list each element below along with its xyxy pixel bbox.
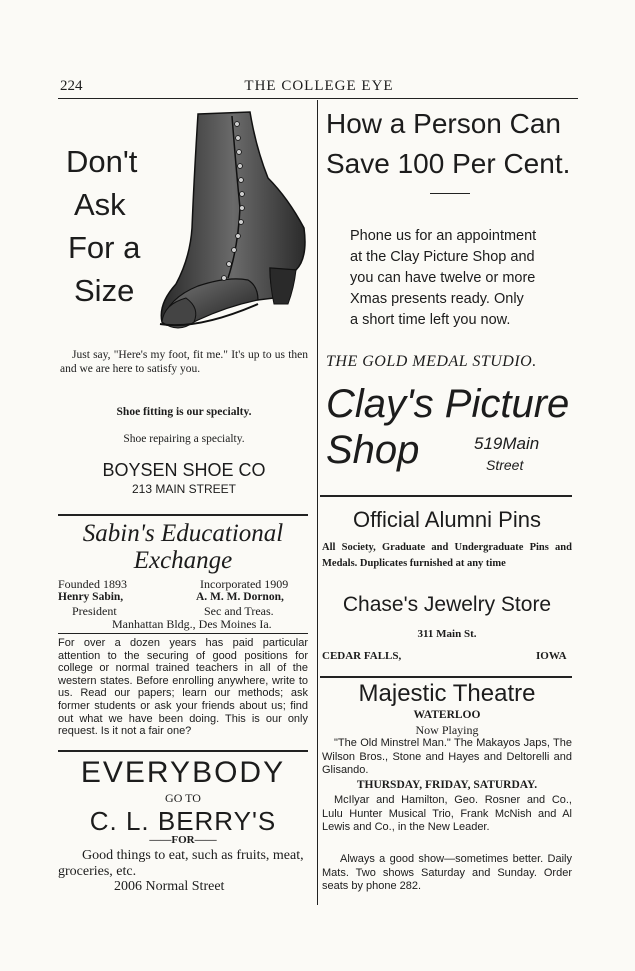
chase-state: IOWA <box>536 650 567 662</box>
chase-name: Chase's Jewelry Store <box>342 593 552 616</box>
page-header <box>60 78 578 98</box>
majestic-title: Majestic Theatre <box>358 680 536 707</box>
sabin-role-2: Sec and Treas. <box>204 604 274 618</box>
boysen-address: 213 MAIN STREET <box>131 482 237 496</box>
gold-addr-2: Street <box>486 457 524 473</box>
clay-body-line-1: Phone us for an appointment <box>350 228 537 244</box>
clay-body-line-5: a short time left you now. <box>350 312 511 328</box>
gold-studio: THE GOLD MEDAL STUDIO. <box>326 353 537 370</box>
berry-name: C. L. BERRY'S <box>89 806 277 836</box>
sabin-person-1: Henry Sabin, <box>58 591 124 603</box>
majestic-line-2: McIlyar and Hamilton, Geo. Rosner and Co., Lulu Hunter Musical Trio, Frank McNish and Al Lewis and Co., in the New Leader. <box>322 794 572 834</box>
boysen-line-2: Shoe repairing a specialty. <box>123 433 245 445</box>
column-divider <box>317 100 318 905</box>
majestic-line-1: "The Old Minstrel Man." The Makayos Japs, The Wilson Bros., Stone and Hayes and Deltorelli and Glisando. <box>322 737 572 777</box>
headline-line-2: Ask <box>74 187 126 222</box>
clay-headline-1: How a Person Can <box>326 108 562 139</box>
sabin-body: For over a dozen years has paid particular attention to the securing of good positions for college or normal trained teachers in all of the western states. Before enrolling anywhere, write to us. Read our papers; learn our methods; ask former students or ask your friends about us; find out what we have been doing. This is our only request. Is it not a fair one? <box>58 637 308 738</box>
clay-headline-2: Save 100 Per Cent. <box>326 148 571 179</box>
headline-line-4: Size <box>74 273 135 308</box>
chase-body: All Society, Graduate and Undergraduate Pins and Medals. Duplicates furnished at any time <box>322 542 572 569</box>
section-rule <box>58 750 308 752</box>
sabin-rule <box>58 633 308 634</box>
berry-body: Good things to eat, such as fruits, meat, groceries, etc. <box>58 848 304 879</box>
berry-everybody: EVERYBODY <box>80 756 286 789</box>
clay-body-line-4: Xmas presents ready. Only <box>350 291 524 307</box>
majestic-line-3: Always a good show—sometimes better. Daily Mats. Two shows Saturday and Sunday. Order seats by phone 282. <box>322 853 572 893</box>
page-number: 224 <box>60 78 83 94</box>
majestic-days: THURSDAY, FRIDAY, SATURDAY. <box>356 779 538 791</box>
sabin-title-2: Exchange <box>133 547 233 574</box>
section-rule <box>320 495 572 497</box>
chase-street: 311 Main St. <box>417 628 477 640</box>
berry-for: ——FOR—— <box>149 834 217 846</box>
majestic-city: WATERLOO <box>413 709 481 721</box>
clay-body <box>350 226 580 331</box>
headline-line-3: For a <box>68 230 141 265</box>
sabin-incorporated: Incorporated 1909 <box>200 577 289 591</box>
boysen-line-1: Shoe fitting is our specialty. <box>116 406 252 418</box>
clay-body-line-3: you can have twelve or more <box>350 270 536 286</box>
gold-clays: Clay's Picture <box>326 382 570 426</box>
sabin-location: Manhattan Bldg., Des Moines Ia. <box>112 617 272 631</box>
boysen-quote: Just say, "Here's my foot, fit me." It's up to us then and we are here to satisfy you. <box>60 349 308 375</box>
sabin-person-2: A. M. M. Dornon, <box>196 591 284 603</box>
sabin-role-1: President <box>72 604 117 618</box>
headline-line-1: Don't <box>66 144 138 179</box>
header-rule <box>58 98 578 99</box>
boysen-name: BOYSEN SHOE CO <box>102 460 266 480</box>
section-rule <box>58 514 308 516</box>
chase-title: Official Alumni Pins <box>353 507 541 532</box>
short-rule <box>430 193 470 194</box>
section-rule <box>320 676 572 678</box>
boot-icon <box>158 108 310 340</box>
sabin-founded: Founded 1893 <box>58 577 127 591</box>
gold-shop: Shop <box>326 428 420 472</box>
berry-address: 2006 Normal Street <box>114 879 225 894</box>
berry-goto: GO TO <box>165 791 201 805</box>
majestic-now: Now Playing <box>415 723 479 737</box>
publication-title: THE COLLEGE EYE <box>244 78 394 94</box>
gold-addr-1: 519Main <box>474 434 540 453</box>
clay-body-line-2: at the Clay Picture Shop and <box>350 249 535 265</box>
chase-city: CEDAR FALLS, <box>322 650 402 662</box>
sabin-title-1: Sabin's Educational <box>82 520 284 547</box>
